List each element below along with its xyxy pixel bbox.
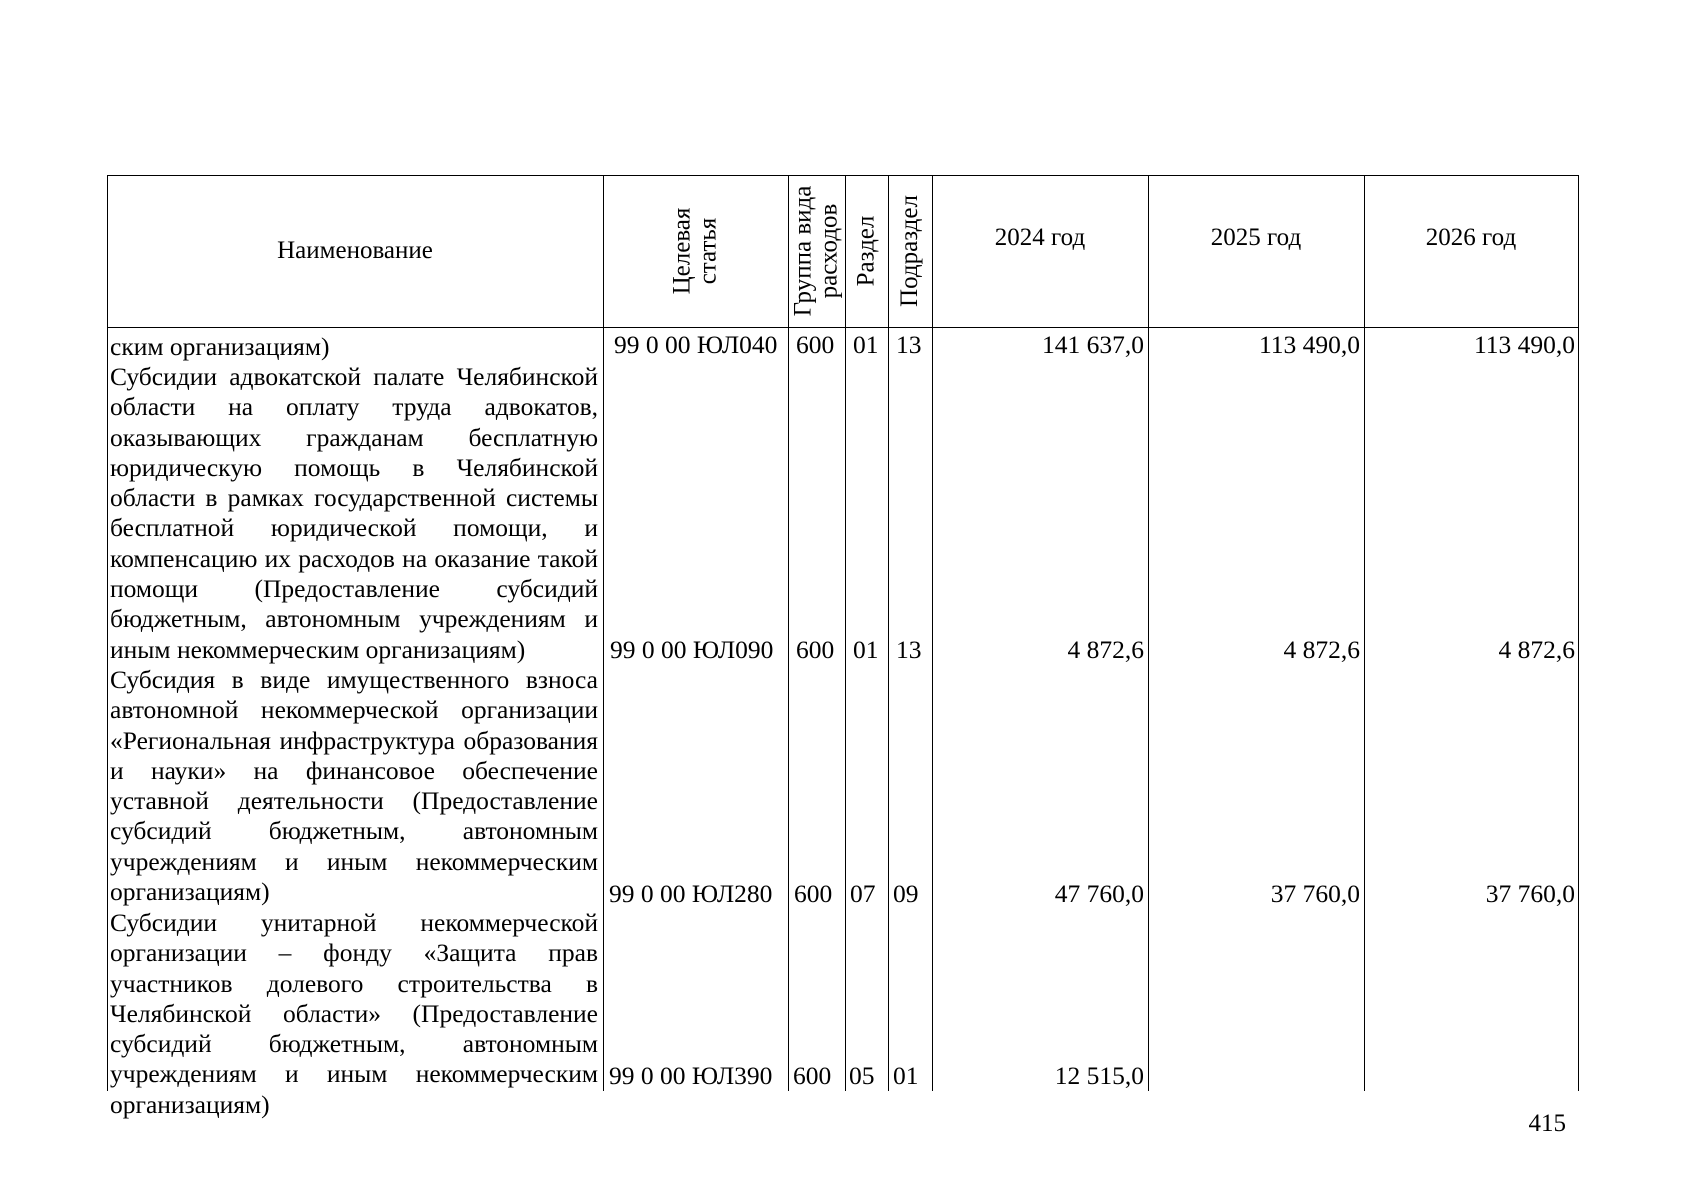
row-2026: 4 872,6 [1498, 635, 1575, 664]
row-group: 600 [793, 1061, 832, 1090]
row-name: Субсидии адвокатской палате Челябинской области на оплату труда адвокатов, оказывающих гражданам бесплатную юридическую помощь в Челябинской области в рамках государственной системы бесплатной юридической помощи, и компенсацию их расходов на оказание такой помощи (Предоставление субсидий бюджетным, автономным учреждениям и иным некоммерческим организациям) [110, 362, 598, 664]
header-name: Наименование [277, 237, 433, 264]
row-2024: 47 760,0 [1054, 879, 1144, 908]
header-target: Целевая статья [668, 207, 722, 295]
row-section: 05 [849, 1061, 875, 1090]
header-group: Группа вида расходов [789, 185, 843, 317]
header-bottom-border [107, 327, 1578, 328]
row-target: 99 0 00 ЮЛ040 [614, 330, 778, 359]
row-target: 99 0 00 ЮЛ090 [610, 635, 774, 664]
row-2025: 37 760,0 [1270, 879, 1360, 908]
row-subsection: 13 [896, 635, 922, 664]
row-section: 07 [850, 879, 876, 908]
row-group: 600 [796, 330, 835, 359]
row-name: ским организациям) [110, 332, 330, 361]
budget-table [107, 175, 1578, 1119]
row-2024: 141 637,0 [1042, 330, 1144, 359]
row-2024: 12 515,0 [1054, 1061, 1144, 1090]
row-2025: 113 490,0 [1258, 330, 1360, 359]
row-2024: 4 872,6 [1067, 635, 1144, 664]
row-section: 01 [853, 330, 879, 359]
row-group: 600 [794, 879, 833, 908]
header-section: Раздел [852, 215, 880, 287]
row-name: Субсидии унитарной некоммерческой организации – фонду «Защита прав участников долевого строительства в Челябинской области» (Предоставление субсидий бюджетным, автономным учреждениям и иным некоммерческим организациям) [110, 908, 598, 1119]
header-2026: 2026 год [1425, 223, 1517, 251]
row-target: 99 0 00 ЮЛ280 [609, 879, 773, 908]
row-group: 600 [796, 635, 835, 664]
row-2026: 113 490,0 [1473, 330, 1575, 359]
row-2025: 4 872,6 [1283, 635, 1360, 664]
row-2026: 37 760,0 [1485, 879, 1575, 908]
row-subsection: 13 [896, 330, 922, 359]
row-subsection: 09 [893, 879, 919, 908]
row-name: Субсидия в виде имущественного взноса автономной некоммерческой организации «Региональная инфраструктура образования и науки» на финансовое обеспечение уставной деятельности (Предоставление субсидий бюджетным, автономным учреждениям и иным некоммерческим организациям) [110, 665, 598, 907]
header-2024: 2024 год [994, 223, 1086, 251]
row-subsection: 01 [893, 1061, 919, 1090]
row-target: 99 0 00 ЮЛ390 [609, 1061, 773, 1090]
col-border [1148, 175, 1149, 1091]
row-section: 01 [853, 635, 879, 664]
col-border [1364, 175, 1365, 1091]
page-number: 415 [1528, 1110, 1566, 1137]
header-subsection: Подраздел [896, 195, 923, 307]
header-2025: 2025 год [1210, 223, 1302, 251]
col-border [1578, 175, 1579, 1091]
col-border [932, 175, 933, 1091]
